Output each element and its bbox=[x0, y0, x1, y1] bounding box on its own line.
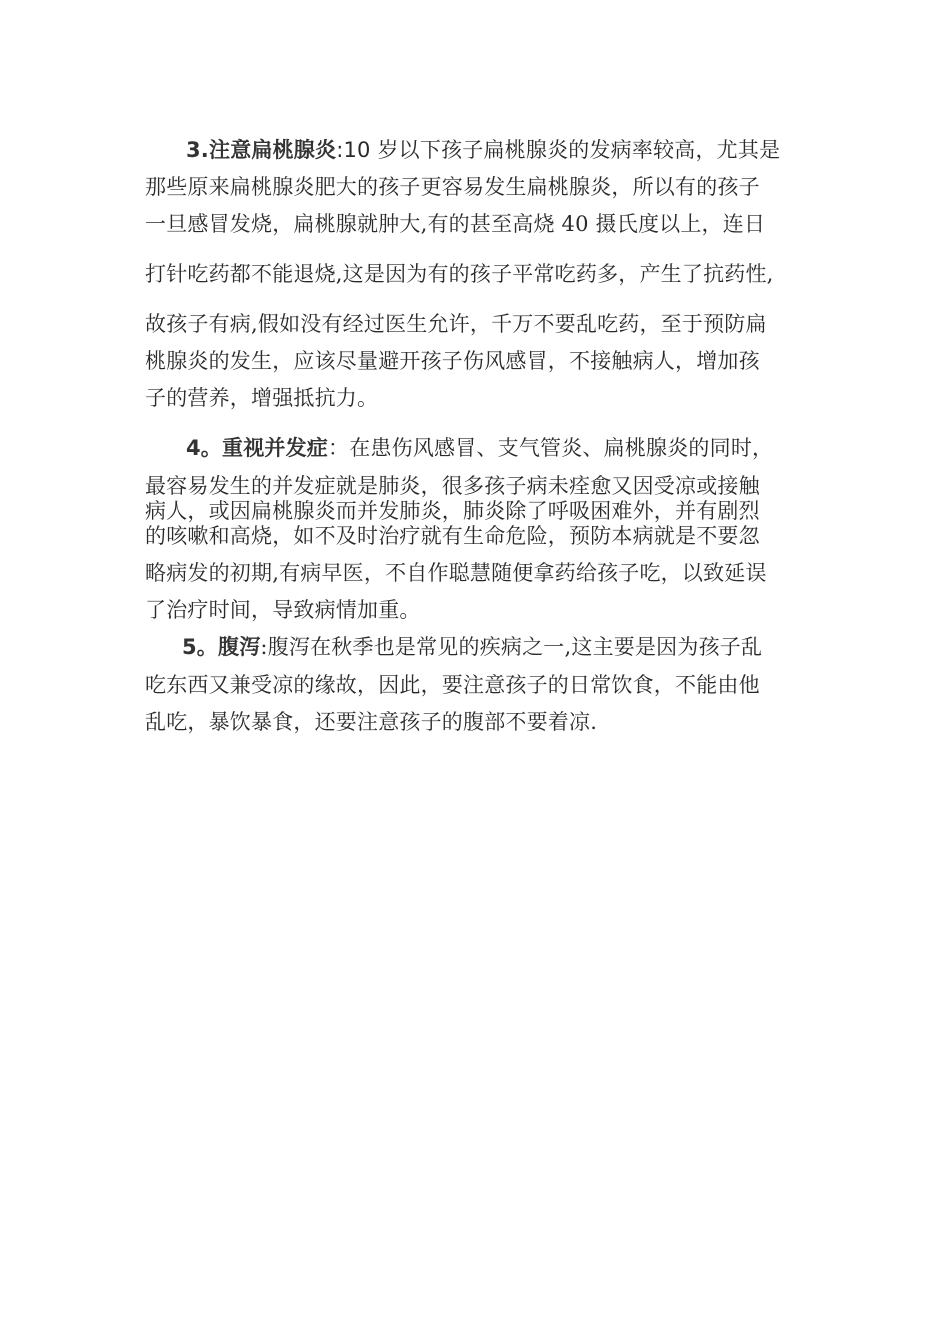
section-4-heading: 4。重视并发症 bbox=[186, 436, 329, 460]
section-4-line-4: 的咳嗽和高烧，如不及时治疗就有生命危险，预防本病就是不要忽 bbox=[145, 524, 760, 548]
section-3-heading: 3.注意扁桃腺炎 bbox=[186, 138, 337, 162]
section-3-line-1 bbox=[186, 137, 876, 163]
section-4-line-1 bbox=[186, 435, 876, 461]
section-3-line-5: 故孩子有病,假如没有经过医生允许，千万不要乱吃药，至于预防扁 bbox=[145, 312, 767, 336]
section-3-line-7: 子的营养，增强抵抗力。 bbox=[145, 386, 379, 410]
section-4-line-5: 略病发的初期,有病早医，不自作聪慧随便拿药给孩子吃，以致延误 bbox=[145, 561, 767, 585]
section-5-line-3: 乱吃，暴饮暴食，还要注意孩子的腹部不要着凉. bbox=[145, 710, 598, 734]
section-5-line-1 bbox=[182, 634, 872, 660]
section-4-line-6: 了治疗时间，导致病情加重。 bbox=[145, 598, 421, 622]
section-5-line-2: 吃东西又兼受凉的缘故，因此，要注意孩子的日常饮食，不能由他 bbox=[145, 673, 760, 697]
section-3-text: :10 岁以下孩子扁桃腺炎的发病率较高，尤其是 bbox=[336, 138, 781, 162]
section-5-heading: 5。腹泻 bbox=[182, 635, 261, 659]
section-3-line-3: 一旦感冒发烧，扁桃腺就肿大,有的甚至高烧 40 摄氏度以上，连日 bbox=[145, 212, 766, 236]
section-5-text: :腹泻在秋季也是常见的疾病之一,这主要是因为孩子乱 bbox=[260, 635, 763, 659]
section-4-text: ：在患伤风感冒、支气管炎、扁桃腺炎的同时， bbox=[328, 436, 774, 460]
section-3-line-4: 打针吃药都不能退烧,这是因为有的孩子平常吃药多，产生了抗药性, bbox=[145, 262, 774, 286]
section-4-line-2: 最容易发生的并发症就是肺炎，很多孩子病未痊愈又因受凉或接触 bbox=[145, 474, 760, 498]
section-4-line-3: 病人，或因扁桃腺炎而并发肺炎，肺炎除了呼吸困难外，并有剧烈 bbox=[145, 499, 760, 523]
section-3-line-2: 那些原来扁桃腺炎肥大的孩子更容易发生扁桃腺炎，所以有的孩子 bbox=[145, 175, 760, 199]
section-3-line-6: 桃腺炎的发生，应该尽量避开孩子伤风感冒，不接触病人，增加孩 bbox=[145, 349, 760, 373]
